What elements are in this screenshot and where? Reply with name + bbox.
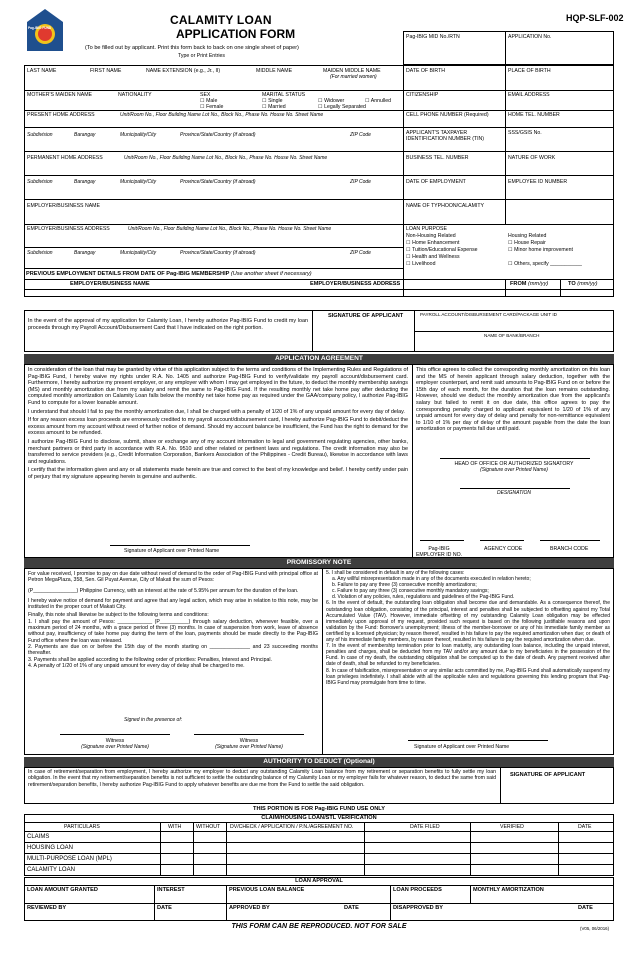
sss-label: SSS/GSIS No. [508, 130, 542, 136]
prom-r5b: b. Failure to pay any three (3) consecutive monthly amortizations; [332, 582, 477, 589]
prom-item2: 2. Payments are due on or before the 15th day of the month starting on ______________ and 23 succeeding months thereafter. [28, 643, 318, 657]
approval-monthly-amort: MONTHLY AMORTIZATION [473, 887, 544, 893]
pag-ibig-logo [26, 8, 64, 52]
citizenship-label: CITIZENSHIP [406, 92, 439, 98]
payroll-account-label: PAYROLL ACCOUNT/DISBURSEMENT CARD/PACKAGE UNIT ID [420, 312, 557, 317]
verification-title: CLAIM/HOUSING LOAN/STL VERIFICATION [261, 815, 377, 821]
business-tel-label: BUSINESS TEL. NUMBER [406, 155, 469, 161]
row-housing-loan: HOUSING LOAN [27, 845, 74, 851]
nationality-label: NATIONALITY [118, 92, 152, 98]
mothers-maiden-label: MOTHER'S MAIDEN NAME [27, 92, 92, 98]
ms-annulled-checkbox[interactable]: ☐ Annulled [365, 98, 391, 104]
app-no-label: APPLICATION No. [508, 34, 552, 40]
prev-col-to: TO (mm/yy) [568, 281, 598, 287]
province-label-3: Province/State/Country (if abroad) [180, 250, 256, 256]
branch-code-label: BRANCH CODE [550, 546, 589, 552]
row-calamity-loan: CALAMITY LOAN [27, 867, 75, 873]
zip-label-2: ZIP Code [350, 179, 371, 185]
present-home-label: PRESENT HOME ADDRESS [27, 112, 95, 118]
agreement-p1: In consideration of the loan that may be granted by virtue of this application subject to the terms and conditions of the Implementing Rules and Regulations of Pag-IBIG Fund, I hereby waive my rights under R.A. No. 1405 and authorize Pag-IBIG Fund to verify/validate my payroll account/disbursement card. Furthermore, I hereby authorize my present employer, or any employer with whom I may get employed in the future, to deduct the monthly membership savings (MS) and monthly amortization due from my salary and remit the same to Pag-IBIG Fund. If the resulting monthly net take home pay after deducting the computed monthly amortization on Calamity Loan falls below the monthly net take home pay as required under the GAA/company policy, I authorize Pag-IBIG Fund to compute for a lower loanable amount. [28, 367, 408, 406]
col-without: WITHOUT [196, 824, 221, 830]
prev-col-employer: EMPLOYER/BUSINESS NAME [70, 281, 150, 287]
housing-label: Housing Related [508, 233, 547, 239]
prom-left1: For value received, I promise to pay on due date without need of demand to the order of Pag-IBIG Fund with principal office at Petron MegaPlaza, 358, Sen. Gil Puyat Avenue, City of Makati the sum of Pesos: [28, 571, 318, 584]
prom-right5: 5. I shall be considered in default in any of the following cases: [326, 570, 465, 576]
col-date-filed: DATE FILED [410, 824, 440, 830]
ms-single-checkbox[interactable]: ☐ Single [262, 98, 283, 104]
agency-code-label: AGENCY CODE [484, 546, 523, 552]
authorize-text: In the event of the approval of my application for Calamity Loan, I hereby authorize Pag-IBIG Fund to credit my loan proceeds through my Payroll Account/Disbursement Card that I have indicated on the right portion. [28, 318, 308, 331]
col-dv-check: DV/CHECK / APPLICATION / P.N./AGREEMENT NO. [230, 824, 354, 830]
lp-others[interactable]: ☐ Others, specify ___________ [508, 261, 582, 267]
agreement-band: APPLICATION AGREEMENT [24, 354, 614, 364]
col-particulars: PARTICULARS [64, 824, 100, 830]
present-addr-parts: Unit/Room No., Floor Building Name Lot No., Block No., Phase No. House No. Street Name [120, 112, 324, 118]
first-name-label: FIRST NAME [90, 68, 122, 74]
nature-work-label: NATURE OF WORK [508, 155, 556, 161]
maiden-note: (For married women) [330, 74, 377, 80]
col-with: WITH [168, 824, 182, 830]
agreement-sig-line: Signature of Applicant over Printed Name [124, 548, 220, 554]
employer-addr-parts: Unit/Room No., Floor Building Name Lot No., Block No., Phase No. House No. Street Name [128, 226, 332, 232]
authority-signature: SIGNATURE OF APPLICANT [510, 772, 586, 778]
col-verified: VERIFIED [500, 824, 524, 830]
designation-label: DESIGNATION [496, 490, 532, 496]
agreement-right-text: This office agrees to collect the corresponding monthly amortization on this loan and the MS of herein applicant through salary deduction, together with the employer counterpart, and remit said amounts to Pag-IBIG Fund on or before the 15th day of each month, for the duration that the loan remains outstanding. However, should we deduct the monthly amortization due from the applicant's salary but failed to remit it on due date, this office agrees to pay the corresponding penalty charged to applicant equivalent to 1/20 of 1% of any unpaid amount for every day of delay and penalty for non-remittance equivalent to 1/10 of 1% per day of delay of the amount payable from the date the loan amortization or payments fall due until paid. [416, 367, 610, 433]
cell-phone-label: CELL PHONE NUMBER (Required) [406, 112, 489, 118]
approval-disapproved-by: DISAPPROVED BY [393, 905, 444, 911]
approval-date-3: DATE [578, 905, 593, 911]
sex-label: SEX [200, 92, 211, 98]
bank-branch-label: NAME OF BANK/BRANCH [484, 333, 540, 338]
head-of-office-note: (Signature over Printed Name) [480, 467, 548, 473]
zip-label-3: ZIP Code [350, 250, 371, 256]
province-label-2: Province/State/Country (if abroad) [180, 179, 256, 185]
non-housing-label: Non-Housing Related [406, 233, 456, 239]
authorize-signature-label: SIGNATURE OF APPLICANT [328, 313, 404, 319]
date-employment-label: DATE OF EMPLOYMENT [406, 179, 466, 185]
agreement-p2: I understand that should I fail to pay the monthly amortization due, I shall be charged with a penalty of 1/20 of 1% of any unpaid amount for every day of delay. [28, 408, 405, 415]
footer-note: THIS FORM CAN BE REPRODUCED. NOT FOR SALE [231, 923, 407, 930]
barangay-label-2: Barangay [74, 179, 96, 185]
row-mpl: MULTI-PURPOSE LOAN (MPL) [27, 856, 112, 862]
prom-right8: 8. In case of falsification, misrepresentation or any similar acts committed by me, Pag-IBIG Fund shall automatically suspend my loan privileges indefinitely. I shall abide with all the applicable rules and regulations governing this lending program that Pag-IBIG Fund may promulgate from time to time. [326, 667, 610, 686]
sex-female-checkbox[interactable]: ☐ Female [200, 104, 224, 110]
lp-minor-improvement[interactable]: ☐ Minor home improvement [508, 247, 573, 253]
loan-approval-title: LOAN APPROVAL [295, 878, 343, 884]
lp-tuition[interactable]: ☐ Tuition/Educational Expense [406, 247, 478, 253]
email-label: EMAIL ADDRESS [508, 92, 550, 98]
prom-signature: Signature of Applicant over Printed Name [414, 744, 510, 750]
loan-purpose-label: LOAN PURPOSE [406, 226, 447, 232]
footer-version: (V05, 06/2016) [580, 926, 610, 931]
form-title-line2: APPLICATION FORM [176, 27, 296, 41]
form-subtitle: (To be filled out by applicant. Print this form back to back on one single sheet of paper) [85, 45, 299, 51]
lp-home-enhancement[interactable]: ☐ Home Enhancement [406, 240, 460, 246]
ms-married-checkbox[interactable]: ☐ Married [262, 104, 286, 110]
permanent-addr-parts: Unit/Room No., Floor Building Name Lot No., Block No., Phase No. House No. Street Name [124, 155, 328, 161]
signed-presence: Signed in the presence of: [124, 717, 183, 723]
prev-col-address: EMPLOYER/BUSINESS ADDRESS [310, 281, 401, 287]
mid-label: Pag-IBIG MID No./RTN [406, 34, 460, 40]
promissory-left [28, 571, 318, 669]
col-date: DATE [578, 824, 592, 830]
name-ext-label: NAME EXTENSION (e.g., Jr., II) [146, 68, 221, 74]
municipality-label-1: Municipality/City [120, 132, 157, 138]
form-subtitle2: Type or Print Entries [178, 53, 225, 59]
agreement-p3: If for any reason excess loan proceeds are erroneously credited to my payroll account/disbursement card, I hereby authorize Pag-IBIG Fund to debit/deduct the excess amount from my account without need of further notice of demand. Should my account balance be insufficient, the Fund has the right to demand for the excess amount to be refunded. [28, 417, 408, 437]
marital-label: MARITAL STATUS [262, 92, 306, 98]
prom-left2: (P_______________) Philippine Currency, with an interest at the rate of 5.95% per annum for the duration of the loan. [28, 587, 299, 594]
authority-band: AUTHORITY TO DEDUCT (Optional) [24, 757, 614, 767]
approval-loan-amount: LOAN AMOUNT GRANTED [27, 887, 98, 893]
approval-approved-by: APPROVED BY [229, 905, 270, 911]
typhoon-label: NAME OF TYPHOON/CALAMITY [406, 203, 485, 209]
lp-health[interactable]: ☐ Health and Wellness [406, 254, 460, 260]
lp-livelihood[interactable]: ☐ Livelihood [406, 261, 436, 267]
agreement-p4: I authorize Pag-IBIG Fund to disclose, submit, share or exchange any of my account information to legal and government regulating agencies, other banks, merchant partners or third party in accordance with R.A. No. 9510 and other related or pertinent laws and regulations. The credit information may also be transferred to service providers (e.g., Credit Information Corporation, Bankers Association of the Philippines - Credit Bureau), likewise in accordance with laws and regulations. [28, 438, 408, 465]
authority-text: In case of retirement/separation from employment, I hereby authorize my employer to deduct any outstanding Calamity Loan balance from my retirement or separation benefits to fully settle my loan obligation. In the event that my retirement/separation benefits is not sufficient to settle the outstanding balance of my Calamity Loan or my employer fails for whatever reason, to deduct the same from said retirement/separation benefits, I hereby authorize Pag-IBIG Fund to apply whatever benefits are due me from the Fund to settle the said obligation. [28, 769, 496, 788]
approval-loan-proceeds: LOAN PROCEEDS [393, 887, 442, 893]
prom-left4: Finally, this note shall likewise be subject to the following terms and conditions: [28, 612, 209, 619]
ms-legsep-checkbox[interactable]: ☐ Legally Separated [318, 104, 366, 110]
approval-date-2: DATE [344, 905, 359, 911]
ms-widower-checkbox[interactable]: ☐ Widower [318, 98, 345, 104]
prom-right7: 7. In the event of membership termination prior to loan maturity, any outstanding loan balance, including the unpaid interest, penalties and charges, shall be deducted from my TAV and/or any amount due to my beneficiaries in the possession of the Fund. In case of my death, the outstanding obligation shall be computed up to the date of death. Any payment received after date of death, shall be refunded to my beneficiaries. [326, 643, 610, 668]
employee-id-label: EMPLOYEE ID NUMBER [508, 179, 568, 185]
prev-col-from: FROM (mm/yy) [510, 281, 549, 287]
maiden-middle-label: MAIDEN MIDDLE NAME [323, 68, 381, 74]
witness-2-note: (Signature over Printed Name) [215, 744, 283, 750]
promissory-band: PROMISSORY NOTE [24, 558, 614, 568]
prom-item4: 4. A penalty of 1/20 of 1% of any unpaid amount for every day of delay shall be charged to me. [28, 662, 245, 669]
province-label-1: Province/State/Country (if abroad) [180, 132, 256, 138]
prev-employment-title: PREVIOUS EMPLOYMENT DETAILS FROM DATE OF Pag-IBIG MEMBERSHIP (Use another sheet if necessary) [26, 271, 312, 277]
approval-prev-balance: PREVIOUS LOAN BALANCE [229, 887, 305, 893]
dob-label: DATE OF BIRTH [406, 68, 446, 74]
approval-interest: INTEREST [157, 887, 185, 893]
subdivision-label-3: Subdivision [27, 250, 53, 256]
agreement-left [28, 367, 408, 481]
approval-date-1: DATE [157, 905, 172, 911]
witness-1-label: Witness [105, 738, 125, 744]
prom-item3: 3. Payments shall be applied according to the following order of priorities: Penalties, Interest and Principal. [28, 656, 272, 663]
employer-name-label: EMPLOYER/BUSINESS NAME [27, 203, 100, 209]
last-name-label: LAST NAME [27, 68, 57, 74]
promissory-right [326, 570, 610, 686]
municipality-label-3: Municipality/City [120, 250, 157, 256]
form-title-line1: CALAMITY LOAN [170, 13, 272, 27]
logo-text: Pag-IBIG FUND [28, 26, 52, 30]
employer-id-label: Pag-IBIG EMPLOYER ID NO. [415, 546, 463, 558]
pob-label: PLACE OF BIRTH [508, 68, 551, 74]
barangay-label-3: Barangay [74, 250, 96, 256]
middle-name-label: MIDDLE NAME [256, 68, 293, 74]
head-of-office-label: HEAD OF OFFICE OR AUTHORIZED SIGNATORY [454, 461, 574, 467]
witness-1-note: (Signature over Printed Name) [81, 744, 149, 750]
municipality-label-2: Municipality/City [120, 179, 157, 185]
approval-reviewed-by: REVIEWED BY [27, 905, 67, 911]
barangay-label-1: Barangay [74, 132, 96, 138]
zip-label-1: ZIP Code [350, 132, 371, 138]
prom-left3: I hereby waive notice of demand for payment and agree that any legal action, which may arise in relation to this note, may be instituted in the proper court of Makati City. [28, 597, 318, 611]
prom-right6: 6. In the event of default, the outstanding loan obligation shall become due and demandable. As a consequence thereof, the outstanding loan obligation, consisting of the principal, interest and penalties shall be subjected to offsetting against my Total Accumulated Value (TAV). However, immediate offsetting of my outstanding Calamity Loan obligation may be effected immediately upon approval of my request, provided such request is based on the following justifiable reasons and upon validation by the Fund: Borrower's unemployment; illness of the member-borrower or any of his immediate family member as certified by a licensed physician; by reason thereof, resulted in his failure to pay the required amortization when due; or death of any of his immediate family members, by reason thereof, resulted in his failure to pay the required amortization when due. [326, 600, 610, 644]
prom-r5d: d. Violation of any policies, rules, regulations and guidelines of the Pag-IBIG Fund. [332, 594, 515, 601]
subdivision-label-2: Subdivision [27, 179, 53, 185]
agreement-p5: I certify that the information given and any or all statements made herein are true and correct to the best of my knowledge and belief. I hereby certify under pain of perjury that my signature appearing herein is genuine and authentic. [28, 467, 408, 480]
prom-r5c: c. Failure to pay any three (3) consecutive monthly mandatory savings; [332, 588, 489, 595]
row-claims: CLAIMS [27, 834, 50, 840]
prom-item1: 1. I shall pay the amount of Pesos: ____________ (P__________) through salary deduction, whenever feasible, over a maximum period of 24 months, with a grace period of three (3) months. In case of suspension from work, leave of absence without pay, insufficiency of take home pay during the term of the loan, payments should be made directly to the Pag-IBIG Fund office where the loan was released. [28, 618, 318, 644]
subdivision-label-1: Subdivision [27, 132, 53, 138]
employer-address-label: EMPLOYER/BUSINESS ADDRESS [27, 226, 110, 232]
prom-r5a: a. Any willful misrepresentation made in any of the documents executed in relation hereto; [332, 576, 531, 583]
permanent-home-label: PERMANENT HOME ADDRESS [27, 155, 103, 161]
witness-2-label: Witness [239, 738, 259, 744]
home-tel-label: HOME TEL. NUMBER [508, 112, 560, 118]
sex-male-checkbox[interactable]: ☐ Male [200, 98, 218, 104]
form-code: HQP-SLF-002 [566, 13, 624, 23]
lp-house-repair[interactable]: ☐ House Repair [508, 240, 546, 246]
office-use-title: THIS PORTION IS FOR Pag-IBIG FUND USE ONLY [253, 806, 385, 812]
tin-label: APPLICANT'S TAXPAYER IDENTIFICATION NUMBER (TIN) [406, 130, 484, 142]
